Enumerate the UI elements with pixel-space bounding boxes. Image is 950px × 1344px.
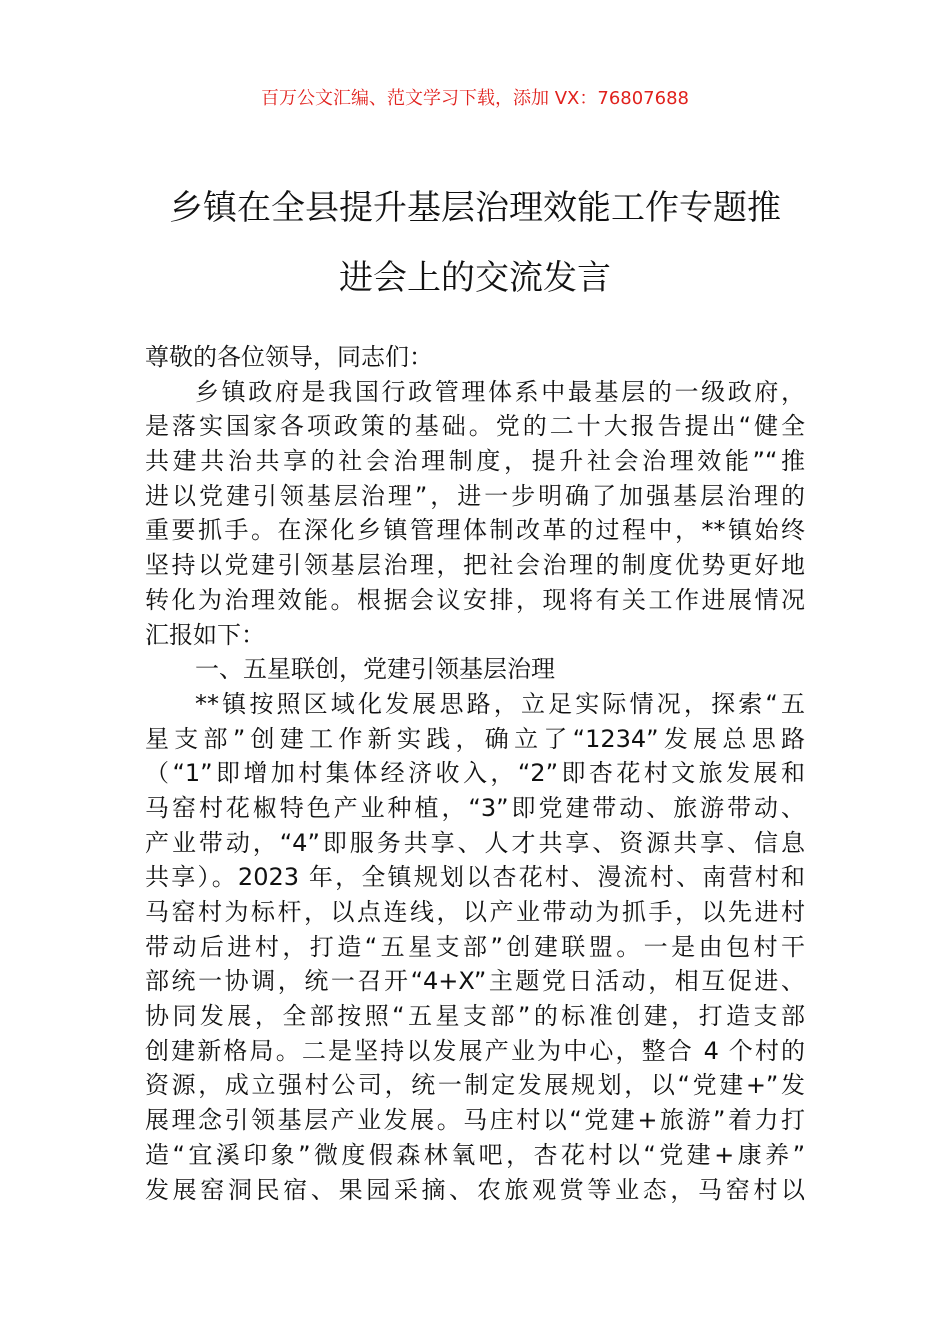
body-text-line: 乡镇政府是我国行政管理体系中最基层的一级政府， — [195, 377, 805, 406]
document-title-line-2: 进会上的交流发言 — [339, 258, 611, 298]
body-text-line: 马窑村花椒特色产业种植，“3”即党建带动、旅游带动、 — [145, 793, 805, 822]
body-text-line: 马窑村为标杆，以点连线，以产业带动为抓手，以先进村 — [145, 898, 805, 926]
body-text-line: 造“宜溪印象”微度假森林氧吧，杏花村以“党建+康养” — [145, 1140, 805, 1169]
body-text-line: 带动后进村，打造“五星支部”创建联盟。一是由包村干 — [145, 932, 805, 961]
body-text-line: 坚持以党建引领基层治理，把社会治理的制度优势更好地 — [145, 551, 805, 580]
body-text-line: 尊敬的各位领导，同志们： — [145, 343, 433, 371]
body-text-line: 资源，成立强村公司，统一制定发展规划，以“党建+”发 — [145, 1071, 805, 1100]
body-text-line: 展理念引领基层产业发展。马庄村以“党建+旅游”着力打 — [145, 1106, 805, 1135]
body-text-line: 协同发展，全部按照“五星支部”的标准创建，打造支部 — [145, 1002, 805, 1031]
body-text-line: 进以党建引领基层治理”，进一步明确了加强基层治理的 — [145, 481, 805, 510]
body-text-line: 共建共治共享的社会治理制度，提升社会治理效能”“推 — [145, 447, 805, 476]
body-text-line: 重要抓手。在深化乡镇管理体制改革的过程中，**镇始终 — [145, 516, 805, 545]
body-text-line: 部统一协调，统一召开“4+X”主题党日活动，相互促进、 — [145, 967, 805, 996]
body-text-line: **镇按照区域化发展思路，立足实际情况，探索“五 — [195, 689, 805, 718]
document-body — [145, 340, 805, 1207]
body-text-line: （“1”即增加村集体经济收入，“2”即杏花村文旅发展和 — [145, 759, 805, 788]
body-text-line: 是落实国家各项政策的基础。党的二十大报告提出“健全 — [145, 412, 805, 441]
body-text-line: 创建新格局。二是坚持以发展产业为中心，整合 4 个村的 — [145, 1036, 805, 1065]
body-text-line: 发展窑洞民宿、果园采摘、农旅观赏等业态，马窑村以 — [145, 1175, 805, 1204]
body-text-line: 共享）。2023 年，全镇规划以杏花村、漫流村、南营村和 — [145, 863, 805, 892]
body-text-line: 星支部”创建工作新实践，确立了“1234”发展总思路 — [145, 724, 805, 753]
document-title-line-1: 乡镇在全县提升基层治理效能工作专题推 — [169, 188, 781, 228]
watermark-header: 百万公文汇编、范文学习下载，添加 VX：76807688 — [261, 88, 689, 109]
body-text-line: 转化为治理效能。根据会议安排，现将有关工作进展情况 — [145, 585, 805, 614]
body-text-line: 产业带动，“4”即服务共享、人才共享、资源共享、信息 — [145, 828, 805, 857]
body-text-line: 汇报如下： — [145, 620, 265, 649]
body-text-line: 一、五星联创，党建引领基层治理 — [195, 655, 555, 684]
